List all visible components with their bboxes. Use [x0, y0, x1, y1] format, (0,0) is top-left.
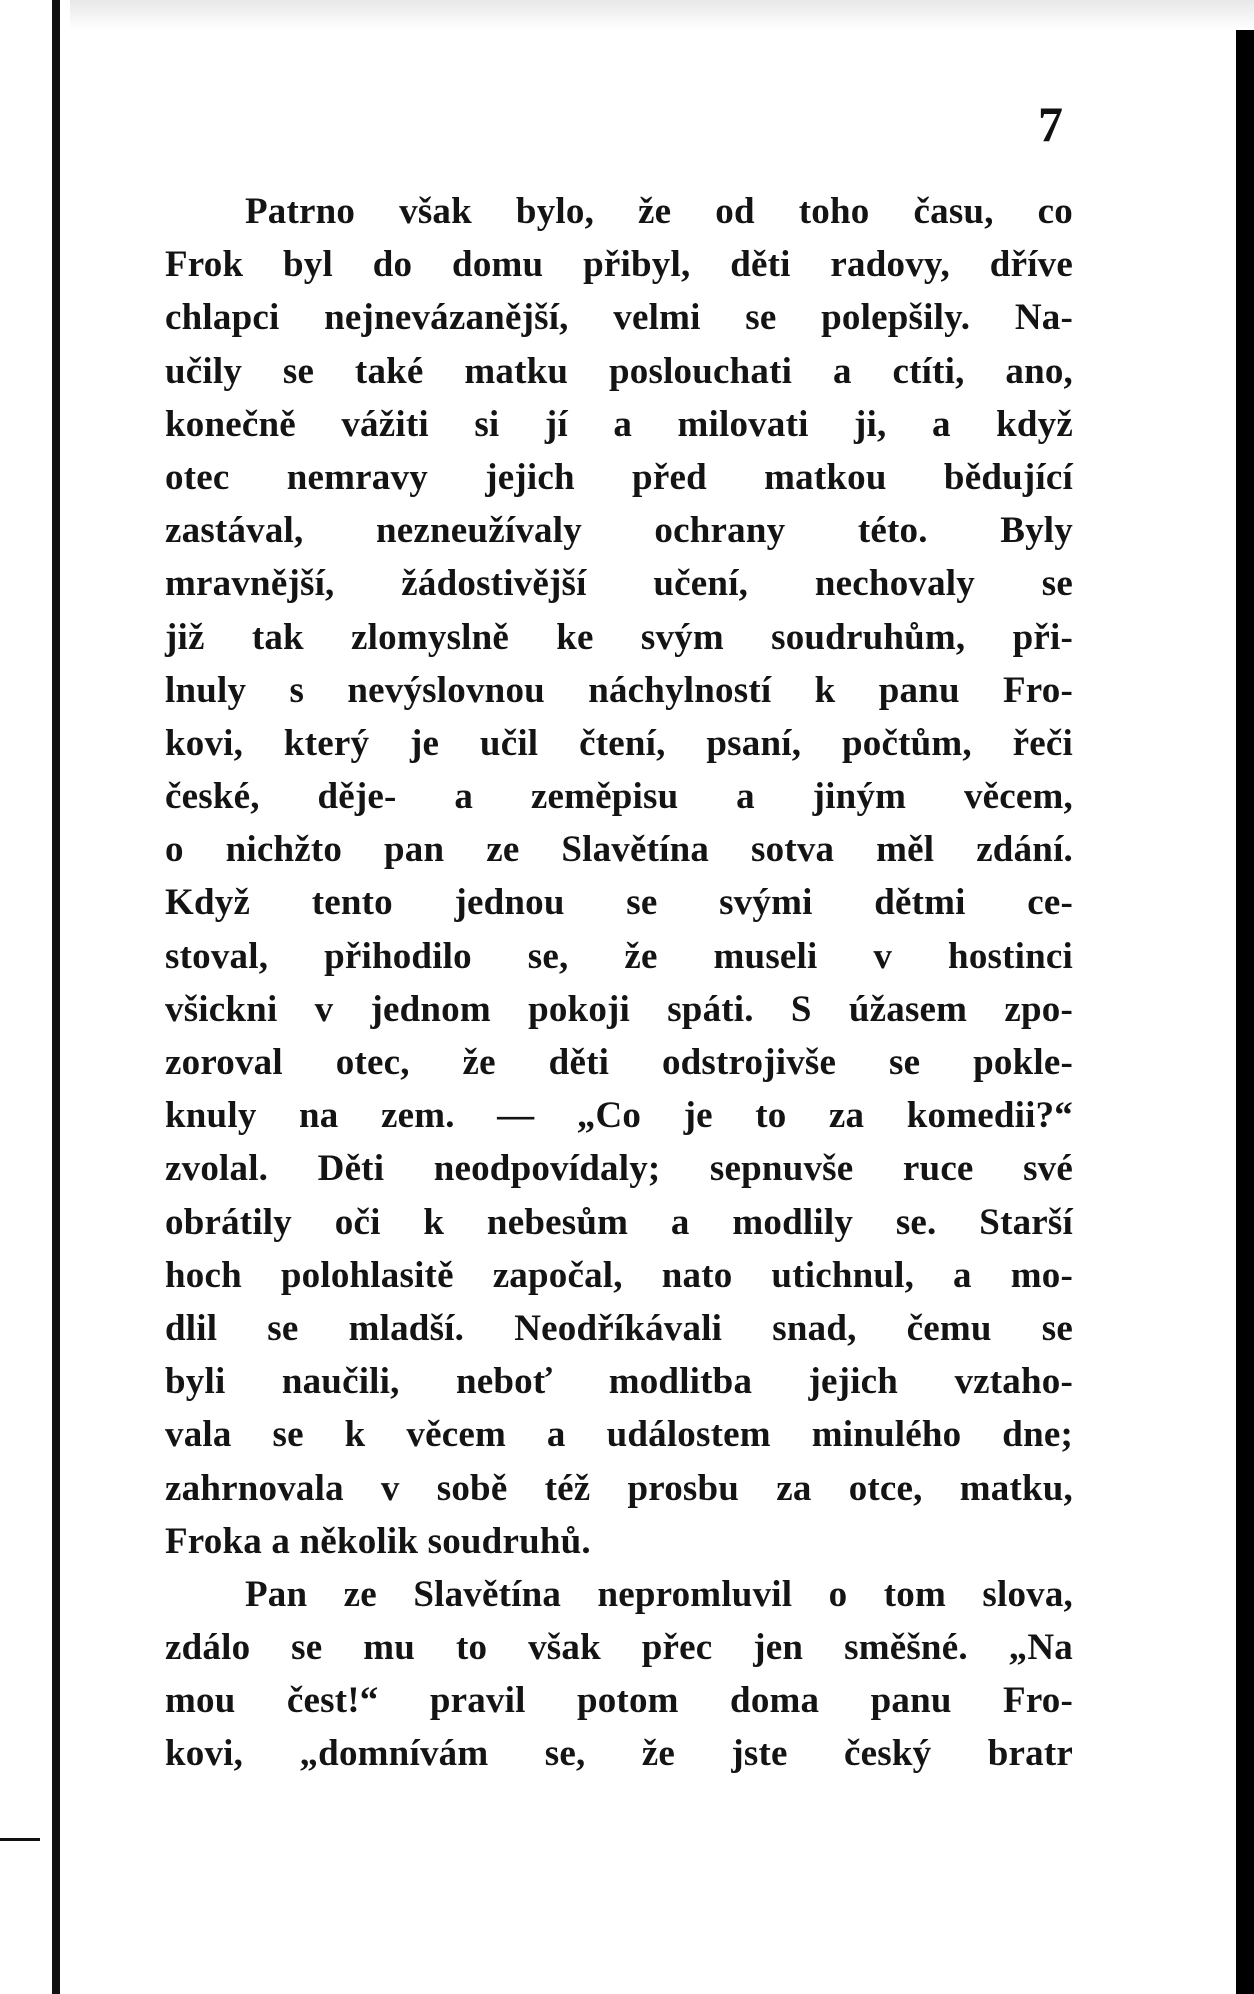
text-line: učily se také matku poslouchati a ctíti, ano,: [165, 350, 1073, 392]
text-line: lnuly s nevýslovnou náchylností k panu Fro-: [165, 669, 1073, 711]
text-line: Pan ze Slavětína nepromluvil o tom slova,: [245, 1573, 1073, 1615]
text-line: konečně vážiti si jí a milovati ji, a když: [165, 403, 1073, 445]
text-line: Frok byl do domu přibyl, děti radovy, dříve: [165, 244, 1073, 286]
text-line: kovi, „domnívám se, že jste český bratr: [165, 1733, 1073, 1775]
text-line: otec nemravy jejich před matkou bědující: [165, 456, 1073, 498]
text-line: o nichžto pan ze Slavětína sotva měl zdání.: [165, 829, 1073, 871]
text-line: zastával, nezneužívaly ochrany této. Byly: [165, 510, 1073, 552]
text-line: mravnější, žádostivější učení, nechovaly se: [165, 563, 1073, 605]
body-text: [165, 185, 1073, 1781]
text-line: chlapci nejnevázanější, velmi se polepšily. Na-: [165, 297, 1073, 339]
text-line: byli naučili, neboť modlitba jejich vztaho-: [165, 1361, 1073, 1403]
text-line: stoval, přihodilo se, že museli v hostinci: [165, 935, 1073, 977]
text-line: obrátily oči k nebesům a modlily se. Starší: [165, 1201, 1073, 1243]
right-page-edge: [1236, 30, 1254, 1994]
text-line: mou čest!“ pravil potom doma panu Fro-: [165, 1680, 1073, 1722]
text-line: hoch polohlasitě započal, nato utichnul, a mo-: [165, 1254, 1073, 1296]
text-line: dlil se mladší. Neodříkávali snad, čemu se: [165, 1307, 1073, 1349]
text-line: vala se k věcem a událostem minulého dne;: [165, 1414, 1073, 1456]
binding-tick-mark: [0, 1838, 40, 1841]
binding-edge-line: [52, 0, 60, 1994]
text-line: zvolal. Děti neodpovídaly; sepnuvše ruce své: [165, 1148, 1073, 1190]
page-number: 7: [1038, 96, 1063, 152]
text-line: zoroval otec, že děti odstrojivše se pokle-: [165, 1042, 1073, 1083]
text-line: zahrnovala v sobě též prosbu za otce, matku,: [165, 1467, 1073, 1509]
text-line: Patrno však bylo, že od toho času, co: [245, 191, 1073, 232]
text-line: kovi, který je učil čtení, psaní, počtům, řeči: [165, 722, 1073, 764]
text-line: české, děje- a zeměpisu a jiným věcem,: [165, 776, 1073, 818]
text-line: již tak zlomyslně ke svým soudruhům, při-: [165, 616, 1073, 658]
text-line: Froka a několik soudruhů.: [165, 1520, 591, 1562]
text-line: zdálo se mu to však přec jen směšné. „Na: [165, 1627, 1073, 1669]
text-line: knuly na zem. — „Co je to za komedii?“: [165, 1095, 1073, 1137]
text-line: všickni v jednom pokoji spáti. S úžasem zpo-: [165, 988, 1073, 1030]
page-top-edge: [60, 0, 1254, 30]
text-line: Když tento jednou se svými dětmi ce-: [165, 882, 1073, 924]
